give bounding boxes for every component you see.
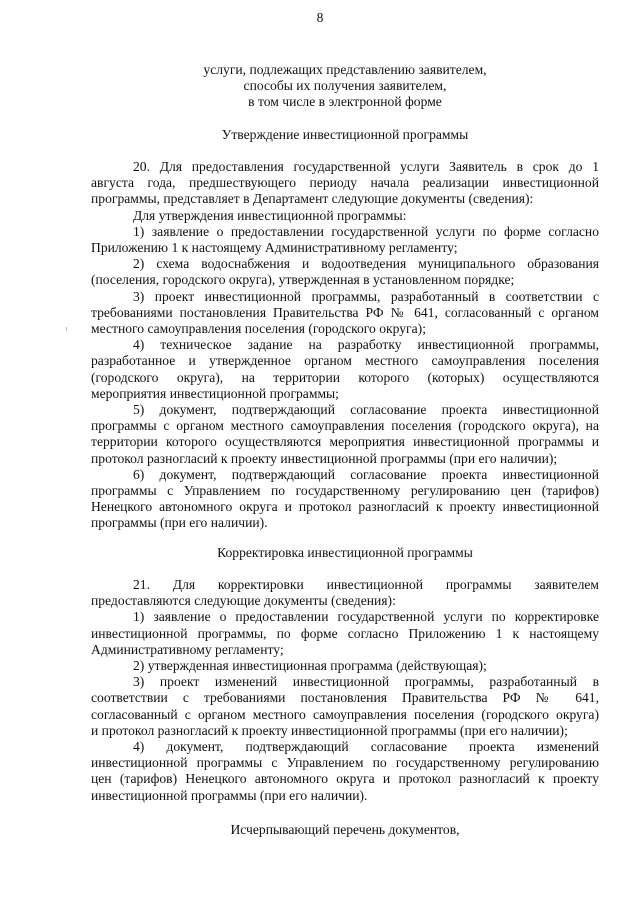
text-line: 21. Для корректировки инвестиционной программы заявителем <box>133 577 599 592</box>
text-line: 20. Для предоставления государственной услуги Заявитель в срок до 1 <box>133 159 599 174</box>
list-item-line: 4) документ, подтверждающий согласование проекта изменений <box>133 739 599 755</box>
list-item-line: 3) проект инвестиционной программы, разработанный в соответствии с <box>133 288 599 304</box>
section-title-correction <box>91 545 599 561</box>
list-item-line: 2) утвержденная инвестиционная программа (действующая); <box>133 658 487 674</box>
list-item-line: Приложению 1 к настоящему Административному регламенту; <box>91 240 458 256</box>
list-item-line: соответствии с требованиями постановления Правительства РФ № 641, <box>91 690 599 706</box>
intro-heading-line: услуги, подлежащих представлению заявителем, <box>203 62 487 77</box>
paragraph-21 <box>91 577 599 804</box>
list-item-line: территории которого осуществляются мероприятия инвестиционной программы и <box>91 434 599 450</box>
text-line: предоставляются следующие документы (сведения): <box>91 593 396 609</box>
text-line: Для утверждения инвестиционной программы: <box>133 207 407 223</box>
list-item-line: Административному регламенту; <box>91 641 284 657</box>
list-item-line: программы с органом местного самоуправления поселения (городского округа), на <box>91 418 599 434</box>
intro-heading-line: в том числе в электронной форме <box>248 94 442 110</box>
section-title: Утверждение инвестиционной программы <box>221 127 469 142</box>
list-item-line: (поселения, городского округа), утвержденная в установленном порядке; <box>91 272 515 288</box>
section-title-documents <box>91 822 599 838</box>
list-item-line: Ненецкого автономного округа и протокол разногласий к проекту инвестиционной <box>91 499 599 515</box>
list-item-line: мероприятия инвестиционной программы; <box>91 385 339 401</box>
list-item-line: требованиями постановления Правительства РФ № 641, согласованный с органом <box>91 304 599 320</box>
list-item-line: инвестиционной программы (при его наличии). <box>91 787 368 803</box>
list-item-line: 1) заявление о предоставлении государственной услуги по корректировке <box>133 609 599 625</box>
list-item-line: 4) техническое задание на разработку инвестиционной программы, <box>133 337 599 353</box>
list-item-line: цен (тарифов) Ненецкого автономного округа и протокол разногласий к проекту <box>91 771 599 787</box>
list-item-line: программы с Управлением по государственному регулированию цен (тарифов) <box>91 483 599 499</box>
list-item-line: инвестиционной программы с Управлением по государственному регулированию <box>91 755 599 771</box>
list-item-line: 5) документ, подтверждающий согласование проекта инвестиционной <box>133 402 599 418</box>
text-line: августа года, предшествующего периоду начала реализации инвестиционной <box>91 175 599 191</box>
list-item-line: 1) заявление о предоставлении государственной услуги по форме согласно <box>133 223 599 239</box>
list-item-line: программы (при его наличии). <box>91 515 268 531</box>
text-line: программы, представляет в Департамент следующие документы (сведения): <box>91 191 534 207</box>
section-title: Исчерпывающий перечень документов, <box>230 822 460 837</box>
list-item-line: (городского округа), на территории которого (которых) осуществляются <box>91 369 599 385</box>
list-item-line: 6) документ, подтверждающий согласование проекта инвестиционной <box>133 466 599 482</box>
list-item-line: 2) схема водоснабжения и водоотведения муниципального образования <box>133 256 599 272</box>
list-item-line: инвестиционной программы, по форме согласно Приложению 1 к настоящему <box>91 625 599 641</box>
paragraph-20 <box>91 159 599 532</box>
list-item-line: местного самоуправления поселения (городского округа); <box>91 321 426 337</box>
page-number: 8 <box>316 10 324 25</box>
section-title: Корректировка инвестиционной программы <box>217 545 473 560</box>
list-item-line: согласованный с органом местного самоуправления поселения (городского округа) <box>91 706 599 722</box>
list-item-line: и протокол разногласий к проекту инвестиционной программы (при его наличии); <box>91 722 568 738</box>
scan-mark <box>66 327 67 331</box>
intro-heading-line: способы их получения заявителем, <box>243 78 447 94</box>
list-item-line: разработанное и утвержденное органом местного самоуправления поселения <box>91 353 599 369</box>
list-item-line: протокол разногласий к проекту инвестиционной программы (при его наличии); <box>91 450 558 466</box>
section-title-approval <box>91 127 599 143</box>
list-item-line: 3) проект изменений инвестиционной программы, разработанный в <box>133 674 599 690</box>
intro-heading <box>91 62 599 111</box>
